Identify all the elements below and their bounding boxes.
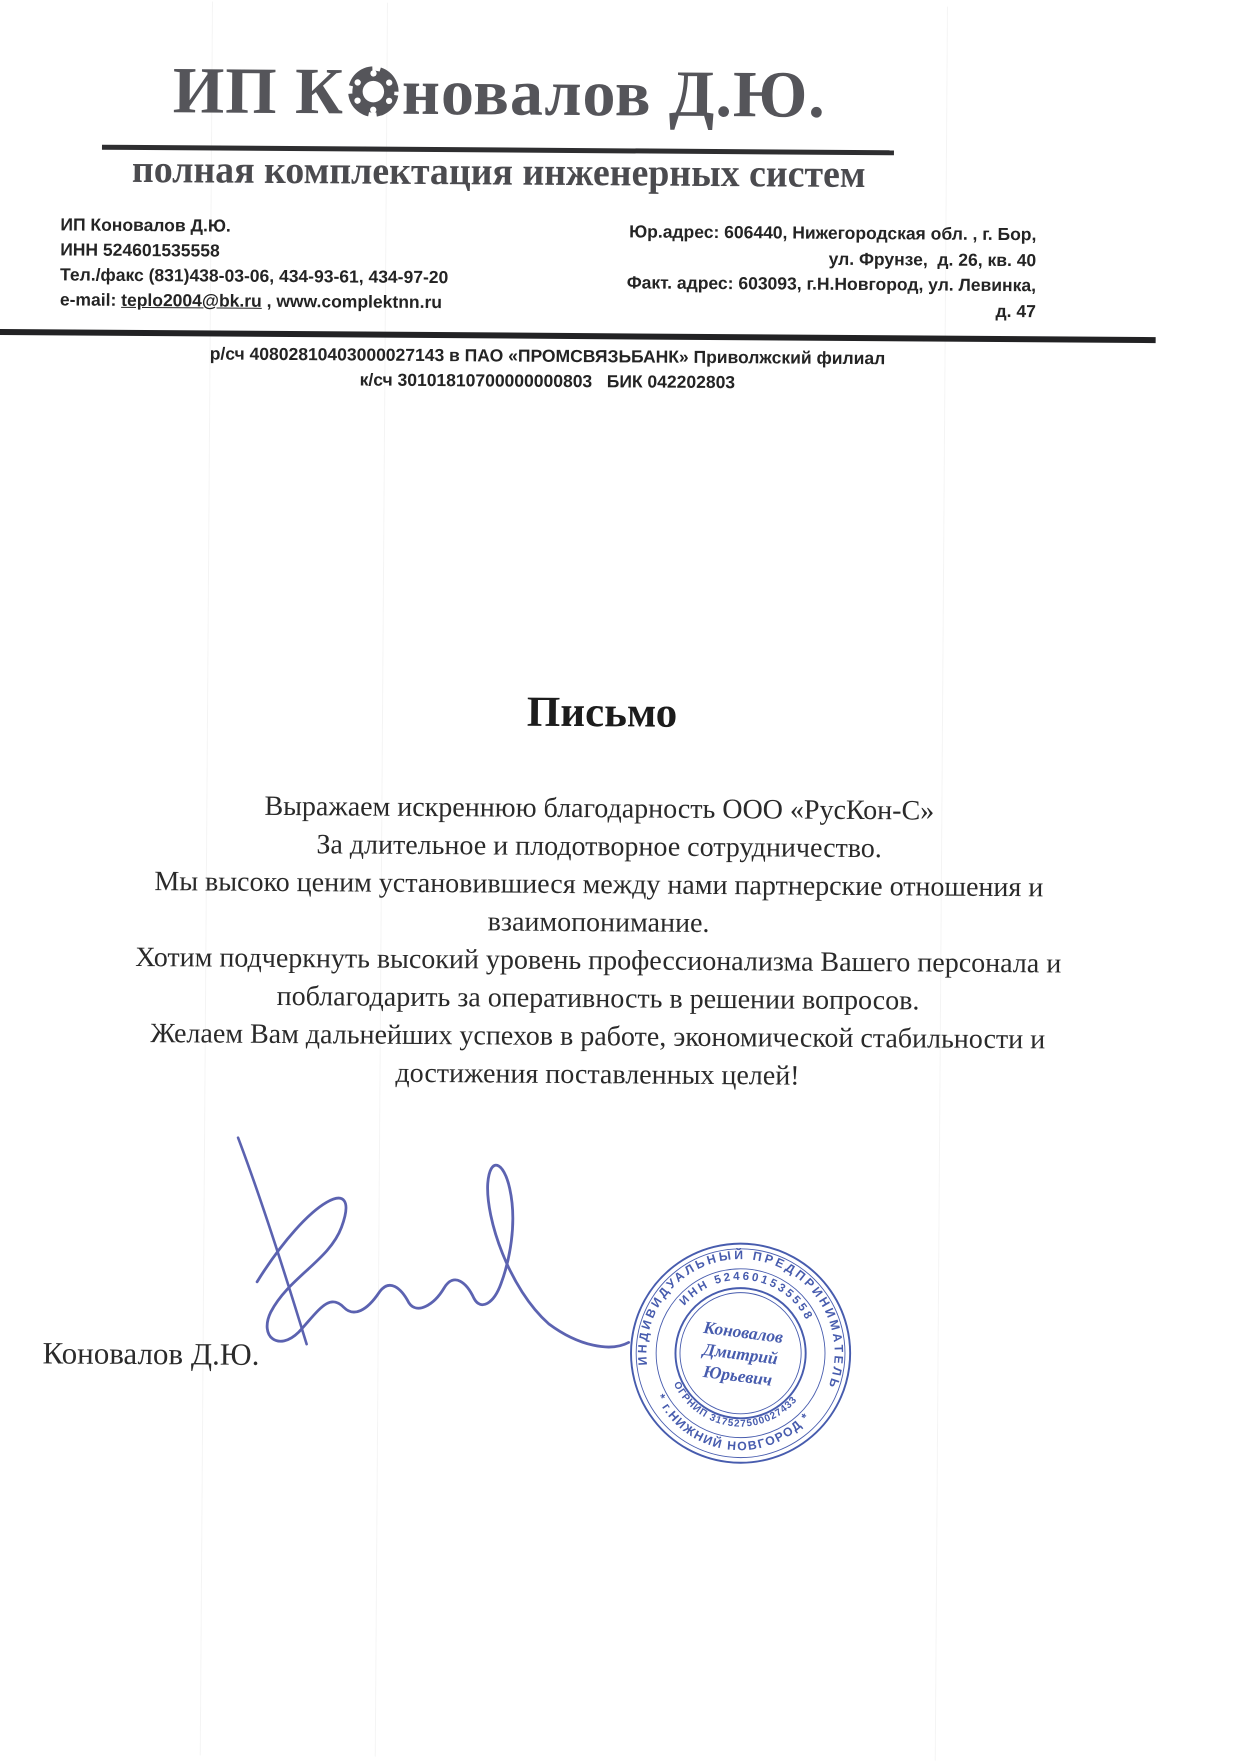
stamp-name-line1: Коновалов: [702, 1316, 785, 1347]
bank-details: [57, 340, 1037, 397]
letter-title: Письмо: [526, 688, 678, 737]
stamp-city-text: * г.НИЖНИЙ НОВГОРОД *: [653, 1391, 814, 1454]
handwritten-signature: [218, 1120, 652, 1385]
body-line: поблагодарить за оперативность в решении вопросов.: [276, 980, 920, 1017]
legal-address-line1: Юр.адрес: 606440, Нижегородская обл. , г. Бор,: [629, 221, 1037, 245]
stamp-ogrnip-text: ОГРНИП 317527500027433: [670, 1379, 800, 1430]
actual-address-line1: Факт. адрес: 603093, г.Н.Новгород, ул. Левинка,: [626, 272, 1037, 296]
logo-text-prefix: ИП К: [172, 54, 345, 129]
phone-line: Тел./факс (831)438-03-06, 434-93-61, 434-97-20: [60, 264, 449, 288]
signatory-name: Коновалов Д.Ю.: [42, 1335, 260, 1372]
stamp-ring-top-text: ИНДИВИДУАЛЬНЫЙ ПРЕДПРИНИМАТЕЛЬ: [635, 1248, 846, 1393]
company-logo: [99, 53, 900, 135]
logo-text-suffix: новалов Д.Ю.: [401, 55, 827, 132]
website-text: , www.complektnn.ru: [261, 290, 443, 313]
company-tagline: полная комплектация инженерных систем: [131, 147, 866, 197]
stamp-inn-text: ИНН 524601535558: [676, 1269, 816, 1324]
stamp-name-line3: Юрьевич: [702, 1360, 774, 1390]
email-address: teplo2004@bk.ru: [121, 289, 262, 311]
company-name-line: ИП Коновалов Д.Ю.: [60, 214, 231, 236]
contact-block-right: [568, 219, 1037, 324]
email-label: e-mail:: [59, 289, 122, 310]
stamp-name-line2: Дмитрий: [702, 1338, 780, 1369]
bank-corr-line: к/сч 30101810700000000803 БИК 042202803: [359, 369, 736, 393]
body-line: Мы высоко ценим установившиеся между нами партнерские отношения и: [154, 866, 1044, 904]
legal-address-line2: ул. Фрунзе, д. 26, кв. 40: [828, 248, 1037, 270]
email-line: [60, 287, 560, 315]
body-line: Выражаем искреннюю благодарность ООО «РусКон-С»: [264, 790, 935, 827]
bank-account-line: р/сч 40802810403000027143 в ПАО «ПРОМСВЯЗЬБАНК» Приволжский филиал: [209, 343, 886, 369]
body-line: достижения поставленных целей!: [395, 1057, 800, 1092]
actual-address-line2: д. 47: [995, 300, 1036, 321]
entrepreneur-round-stamp: [624, 1236, 858, 1470]
gear-icon: [345, 60, 401, 116]
body-line: Хотим подчеркнуть высокий уровень профессионализма Вашего персонала и: [135, 941, 1062, 980]
inn-line: ИНН 524601535558: [60, 239, 220, 261]
letter-body: [22, 786, 1174, 1098]
body-line: Желаем Вам дальнейших успехов в работе, экономической стабильности и: [150, 1018, 1046, 1056]
body-line: За длительное и плодотворное сотрудничество.: [316, 829, 882, 865]
body-line: взаимопонимание.: [487, 906, 710, 939]
contact-block-left: [60, 212, 561, 315]
